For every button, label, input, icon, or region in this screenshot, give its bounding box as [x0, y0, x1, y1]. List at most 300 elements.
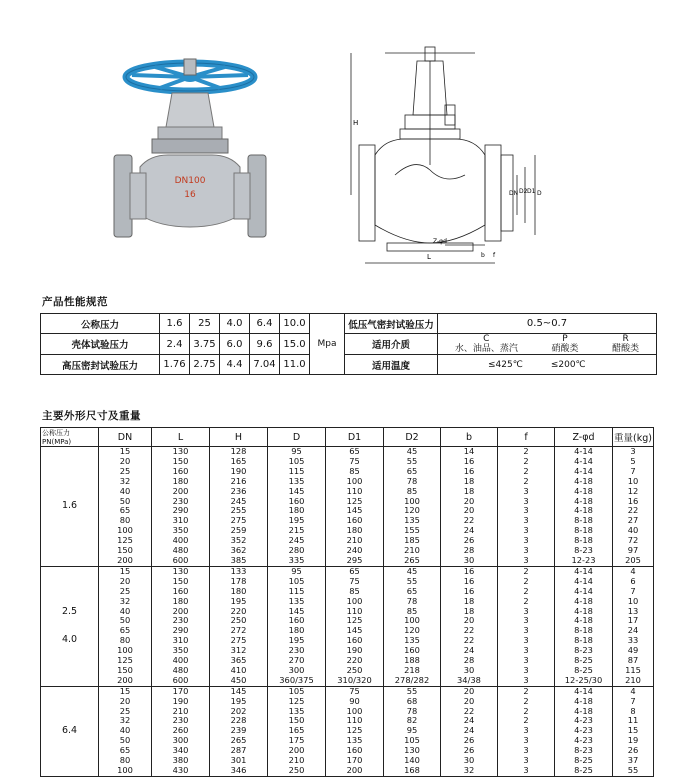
table-cell: 125	[326, 726, 384, 736]
column-header: D1	[326, 428, 384, 447]
column-header: H	[210, 428, 268, 447]
table-cell: 22	[441, 626, 498, 636]
table-cell: 65	[384, 467, 441, 477]
media-desc: 硝酸类	[551, 344, 579, 354]
table-cell: 3	[498, 497, 555, 507]
dim-Zd-label: Z-φd	[433, 238, 447, 245]
table-cell: 95	[268, 447, 326, 457]
table-cell: 8-23	[555, 546, 613, 556]
perf-value: 7.04	[250, 355, 280, 375]
table-cell: 105	[268, 457, 326, 467]
table-cell: 210	[613, 676, 654, 686]
table-cell: 200	[326, 766, 384, 776]
table-row	[41, 477, 654, 487]
table-cell: 25	[99, 467, 152, 477]
table-cell: 24	[441, 646, 498, 656]
table-cell: 2	[498, 457, 555, 467]
table-cell: 335	[268, 556, 326, 566]
table-cell: 7	[613, 587, 654, 597]
table-cell: 178	[210, 577, 268, 587]
table-cell: 110	[326, 716, 384, 726]
table-cell: 8-18	[555, 526, 613, 536]
table-cell: 250	[210, 616, 268, 626]
table-cell: 100	[326, 597, 384, 607]
table-cell: 365	[210, 656, 268, 666]
table-cell: 3	[498, 616, 555, 626]
table-cell: 3	[498, 666, 555, 676]
table-cell: 185	[384, 536, 441, 546]
media-code: P	[562, 334, 568, 344]
table-row	[41, 666, 654, 676]
table-row	[41, 636, 654, 646]
table-cell: 105	[384, 736, 441, 746]
table-cell: 49	[613, 646, 654, 656]
table-cell: 18	[441, 487, 498, 497]
table-cell: 50	[99, 616, 152, 626]
pressure-class-line: 4.0	[61, 634, 78, 646]
table-cell: 340	[152, 746, 210, 756]
table-cell: 215	[268, 526, 326, 536]
table-cell: 280	[268, 546, 326, 556]
table-cell: 145	[326, 506, 384, 516]
table-cell: 15	[99, 447, 152, 457]
table-cell: 16	[441, 577, 498, 587]
table-cell: 135	[268, 597, 326, 607]
table-cell: 259	[210, 526, 268, 536]
table-cell: 2	[498, 707, 555, 717]
table-row	[41, 726, 654, 736]
table-cell: 360/375	[268, 676, 326, 686]
table-cell: 8-25	[555, 666, 613, 676]
table-cell: 2	[498, 447, 555, 457]
table-cell: 15	[99, 566, 152, 576]
dim-D2-label: D2	[519, 188, 528, 195]
table-cell: 352	[210, 536, 268, 546]
table-cell: 33	[613, 636, 654, 646]
table-cell: 272	[210, 626, 268, 636]
table-cell: 400	[152, 656, 210, 666]
table-cell: 115	[268, 587, 326, 597]
pressure-class-cell: 6.4	[41, 686, 99, 776]
table-cell: 310	[152, 636, 210, 646]
table-cell: 120	[384, 626, 441, 636]
perf-value: 2.4	[160, 334, 190, 355]
table-cell: 87	[613, 656, 654, 666]
table-cell: 4-14	[555, 587, 613, 597]
table-cell: 85	[326, 467, 384, 477]
table-cell: 80	[99, 636, 152, 646]
table-cell: 85	[326, 587, 384, 597]
table-cell: 4-14	[555, 686, 613, 696]
table-cell: 65	[99, 506, 152, 516]
table-cell: 3	[498, 607, 555, 617]
table-cell: 3	[498, 536, 555, 546]
table-cell: 125	[268, 697, 326, 707]
column-header: 公称压力PN(MPa)	[41, 428, 99, 447]
table-cell: 20	[441, 616, 498, 626]
table-cell: 110	[326, 607, 384, 617]
table-cell: 310	[152, 516, 210, 526]
table-cell: 19	[613, 736, 654, 746]
table-cell: 125	[99, 536, 152, 546]
table-cell: 150	[152, 457, 210, 467]
table-cell: 78	[384, 597, 441, 607]
table-cell: 6	[613, 577, 654, 587]
table-cell: 170	[326, 756, 384, 766]
table-cell: 195	[268, 636, 326, 646]
table-cell: 210	[326, 536, 384, 546]
temp-value: ≤425℃	[488, 359, 523, 370]
table-cell: 8	[613, 707, 654, 717]
table-cell: 200	[152, 607, 210, 617]
table-cell: 205	[613, 556, 654, 566]
table-cell: 27	[613, 516, 654, 526]
dim-L-label: L	[427, 253, 431, 261]
table-cell: 8-18	[555, 516, 613, 526]
table-cell: 100	[384, 497, 441, 507]
table-cell: 3	[498, 746, 555, 756]
table-cell: 16	[441, 587, 498, 597]
table-row	[41, 676, 654, 686]
table-cell: 150	[99, 546, 152, 556]
table-cell: 16	[613, 497, 654, 507]
table-cell: 50	[99, 736, 152, 746]
performance-table	[40, 313, 657, 375]
table-cell: 195	[210, 697, 268, 707]
table-cell: 7	[613, 697, 654, 707]
table-cell: 32	[441, 766, 498, 776]
table-cell: 100	[326, 477, 384, 487]
table-cell: 160	[326, 516, 384, 526]
table-cell: 260	[152, 726, 210, 736]
table-row	[41, 497, 654, 507]
perf-value: 6.0	[220, 334, 250, 355]
table-cell: 20	[441, 686, 498, 696]
dimensions-header-row	[41, 428, 654, 447]
perf-label: 壳体试验压力	[41, 334, 160, 355]
valve-section-drawing	[345, 45, 545, 270]
table-cell: 312	[210, 646, 268, 656]
dim-D-label: D	[537, 190, 542, 197]
table-cell: 275	[210, 636, 268, 646]
table-row	[41, 536, 654, 546]
table-cell: 4-18	[555, 487, 613, 497]
column-header: DN	[99, 428, 152, 447]
table-cell: 4-23	[555, 716, 613, 726]
table-cell: 24	[441, 716, 498, 726]
table-cell: 55	[613, 766, 654, 776]
table-cell: 16	[441, 566, 498, 576]
table-cell: 65	[99, 626, 152, 636]
table-cell: 22	[441, 636, 498, 646]
media-item	[455, 334, 518, 354]
perf-value: 3.75	[190, 334, 220, 355]
table-cell: 8-18	[555, 626, 613, 636]
table-cell: 145	[268, 487, 326, 497]
table-cell: 75	[326, 686, 384, 696]
perf-value: 10.0	[280, 314, 310, 334]
table-cell: 100	[326, 707, 384, 717]
table-cell: 40	[99, 487, 152, 497]
table-cell: 350	[152, 646, 210, 656]
table-cell: 245	[210, 497, 268, 507]
table-cell: 55	[384, 686, 441, 696]
table-cell: 75	[326, 577, 384, 587]
perf-label: 公称压力	[41, 314, 160, 334]
table-cell: 3	[498, 756, 555, 766]
table-cell: 18	[441, 477, 498, 487]
table-cell: 2	[498, 577, 555, 587]
table-row	[41, 587, 654, 597]
column-header: f	[498, 428, 555, 447]
table-cell: 26	[441, 736, 498, 746]
table-row	[41, 756, 654, 766]
table-cell: 160	[326, 636, 384, 646]
table-cell: 30	[441, 666, 498, 676]
table-cell: 3	[498, 556, 555, 566]
table-cell: 16	[441, 457, 498, 467]
table-cell: 50	[99, 497, 152, 507]
table-cell: 188	[384, 656, 441, 666]
table-cell: 2	[498, 477, 555, 487]
table-cell: 3	[498, 506, 555, 516]
table-cell: 228	[210, 716, 268, 726]
table-cell: 250	[268, 766, 326, 776]
table-cell: 145	[268, 607, 326, 617]
dimensions-title: 主要外形尺寸及重量	[42, 410, 141, 422]
performance-title: 产品性能规范	[42, 296, 108, 308]
table-cell: 10	[613, 597, 654, 607]
table-row	[41, 597, 654, 607]
table-cell: 8-18	[555, 636, 613, 646]
table-cell: 68	[384, 697, 441, 707]
table-cell: 3	[498, 646, 555, 656]
table-cell: 30	[441, 556, 498, 566]
perf-row-nominal	[41, 314, 657, 334]
table-cell: 3	[498, 636, 555, 646]
table-cell: 65	[384, 587, 441, 597]
table-cell: 301	[210, 756, 268, 766]
perf-value: 2.75	[190, 355, 220, 375]
table-cell: 200	[268, 746, 326, 756]
table-cell: 100	[99, 526, 152, 536]
table-cell: 150	[99, 666, 152, 676]
table-cell: 12	[613, 487, 654, 497]
table-cell: 8-23	[555, 646, 613, 656]
table-cell: 45	[384, 566, 441, 576]
table-cell: 4-14	[555, 457, 613, 467]
table-cell: 250	[326, 666, 384, 676]
table-cell: 95	[268, 566, 326, 576]
table-cell: 4-18	[555, 607, 613, 617]
table-cell: 160	[268, 497, 326, 507]
table-cell: 65	[99, 746, 152, 756]
perf-value: 9.6	[250, 334, 280, 355]
table-cell: 180	[268, 626, 326, 636]
dim-f-label: f	[493, 252, 496, 259]
table-cell: 4-23	[555, 726, 613, 736]
perf-unit: Mpa	[310, 314, 345, 375]
table-cell: 3	[498, 526, 555, 536]
table-cell: 480	[152, 666, 210, 676]
table-cell: 115	[268, 467, 326, 477]
table-cell: 180	[152, 597, 210, 607]
table-cell: 110	[326, 487, 384, 497]
column-header: D2	[384, 428, 441, 447]
table-cell: 275	[210, 516, 268, 526]
table-row	[41, 697, 654, 707]
plate-pn: 16	[184, 190, 196, 200]
table-row	[41, 516, 654, 526]
medium-label: 适用介质	[345, 334, 438, 355]
perf-value: 4.0	[220, 314, 250, 334]
table-cell: 150	[152, 577, 210, 587]
table-cell: 160	[326, 746, 384, 756]
media-item	[551, 334, 578, 354]
table-row	[41, 716, 654, 726]
table-row	[41, 506, 654, 516]
pressure-class-cell: 1.6	[41, 447, 99, 567]
table-cell: 2	[498, 686, 555, 696]
table-cell: 145	[210, 686, 268, 696]
perf-value: 11.0	[280, 355, 310, 375]
table-cell: 180	[326, 526, 384, 536]
table-cell: 216	[210, 477, 268, 487]
table-cell: 170	[152, 686, 210, 696]
table-cell: 160	[152, 587, 210, 597]
table-cell: 24	[613, 626, 654, 636]
table-cell: 3	[498, 546, 555, 556]
media-desc: 醋酸类	[612, 344, 640, 354]
table-row	[41, 616, 654, 626]
table-cell: 430	[152, 766, 210, 776]
table-cell: 37	[613, 756, 654, 766]
table-cell: 195	[210, 597, 268, 607]
table-cell: 15	[613, 726, 654, 736]
table-cell: 20	[99, 697, 152, 707]
table-cell: 140	[384, 756, 441, 766]
table-cell: 155	[384, 526, 441, 536]
perf-value: 15.0	[280, 334, 310, 355]
table-cell: 150	[268, 716, 326, 726]
table-cell: 40	[99, 607, 152, 617]
table-row	[41, 707, 654, 717]
table-row	[41, 656, 654, 666]
table-cell: 130	[384, 746, 441, 756]
table-cell: 100	[384, 616, 441, 626]
dim-H-label: H	[353, 119, 359, 127]
table-cell: 25	[99, 707, 152, 717]
table-cell: 230	[268, 646, 326, 656]
table-row	[41, 526, 654, 536]
table-cell: 400	[152, 536, 210, 546]
table-cell: 385	[210, 556, 268, 566]
table-row	[41, 577, 654, 587]
table-cell: 4	[613, 686, 654, 696]
table-cell: 2	[498, 467, 555, 477]
table-cell: 4-14	[555, 467, 613, 477]
table-cell: 78	[384, 707, 441, 717]
table-cell: 24	[441, 526, 498, 536]
perf-value: 1.76	[160, 355, 190, 375]
table-cell: 8-23	[555, 746, 613, 756]
table-cell: 32	[99, 597, 152, 607]
table-cell: 32	[99, 716, 152, 726]
table-cell: 4-18	[555, 506, 613, 516]
table-cell: 65	[326, 447, 384, 457]
table-row	[41, 626, 654, 636]
table-cell: 202	[210, 707, 268, 717]
table-cell: 4-14	[555, 577, 613, 587]
table-cell: 26	[613, 746, 654, 756]
table-cell: 28	[441, 656, 498, 666]
table-cell: 16	[441, 467, 498, 477]
table-cell: 190	[210, 467, 268, 477]
table-cell: 410	[210, 666, 268, 676]
table-cell: 128	[210, 447, 268, 457]
table-cell: 8-25	[555, 756, 613, 766]
table-cell: 239	[210, 726, 268, 736]
table-cell: 12-23	[555, 556, 613, 566]
table-cell: 20	[441, 497, 498, 507]
pressure-class-line: 2.5	[61, 606, 78, 618]
table-cell: 3	[498, 676, 555, 686]
table-cell: 20	[99, 457, 152, 467]
table-cell: 32	[99, 477, 152, 487]
table-row	[41, 646, 654, 656]
table-row	[41, 686, 654, 696]
table-cell: 3	[498, 487, 555, 497]
temp-cell	[438, 355, 657, 375]
table-cell: 190	[152, 697, 210, 707]
table-row	[41, 546, 654, 556]
table-cell: 350	[152, 526, 210, 536]
table-cell: 2	[498, 697, 555, 707]
plate-dn: DN100	[174, 176, 206, 186]
table-row	[41, 447, 654, 457]
table-cell: 2	[498, 716, 555, 726]
table-cell: 190	[326, 646, 384, 656]
table-cell: 22	[441, 707, 498, 717]
table-cell: 22	[613, 506, 654, 516]
table-cell: 65	[326, 566, 384, 576]
table-cell: 362	[210, 546, 268, 556]
table-cell: 4-18	[555, 477, 613, 487]
table-cell: 4-18	[555, 697, 613, 707]
dimensions-table	[40, 427, 654, 777]
table-cell: 135	[384, 636, 441, 646]
table-cell: 165	[268, 726, 326, 736]
table-cell: 55	[384, 457, 441, 467]
table-cell: 14	[441, 447, 498, 457]
table-cell: 200	[99, 556, 152, 566]
perf-value: 1.6	[160, 314, 190, 334]
media-code: C	[483, 334, 490, 344]
table-cell: 220	[326, 656, 384, 666]
table-cell: 20	[441, 506, 498, 516]
table-cell: 255	[210, 506, 268, 516]
table-cell: 3	[498, 516, 555, 526]
table-cell: 346	[210, 766, 268, 776]
table-row	[41, 736, 654, 746]
table-cell: 8-25	[555, 656, 613, 666]
table-cell: 90	[326, 697, 384, 707]
table-cell: 160	[152, 467, 210, 477]
table-cell: 80	[99, 756, 152, 766]
column-header: b	[441, 428, 498, 447]
dim-DN-label: DN	[509, 190, 519, 197]
table-cell: 85	[384, 607, 441, 617]
